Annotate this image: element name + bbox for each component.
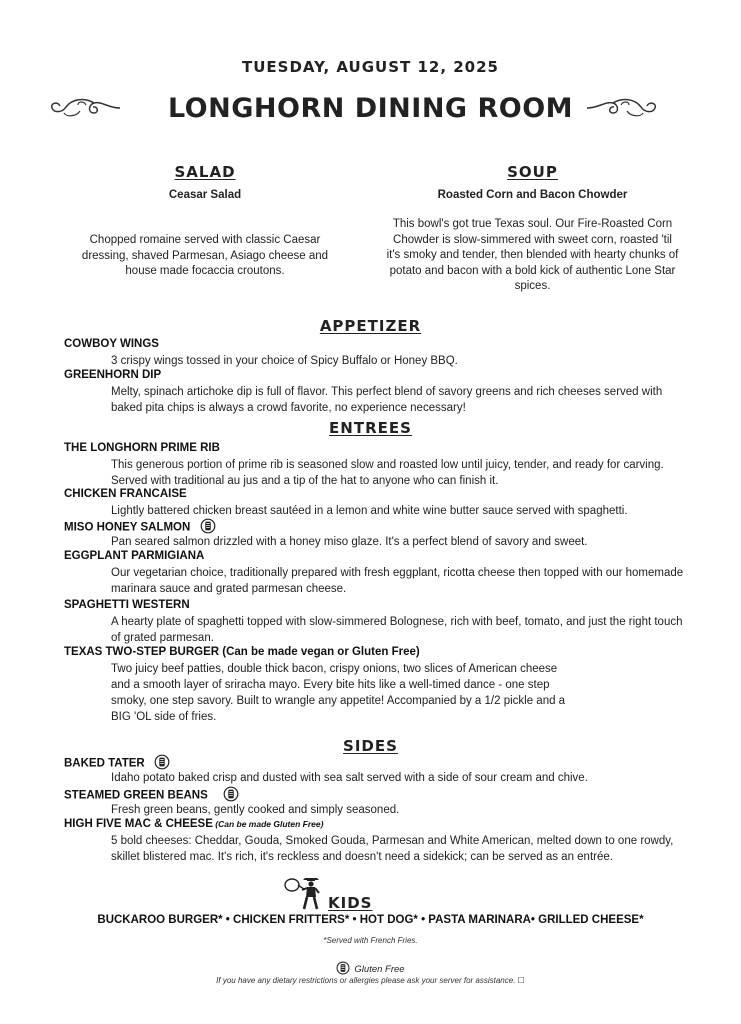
menu-item-description: A hearty plate of spaghetti topped with slow-simmered Bolognese, rich with beef, tomato, and just the right touch of grated parmesan. [111,616,683,644]
dietary-note: If you have any dietary restrictions or allergies please ask your server for assistance. ☐ [216,976,525,985]
menu-item-description: 3 crispy wings tossed in your choice of Spicy Buffalo or Honey BBQ. [111,355,458,367]
menu-item-name: CHICKEN FRANCAISE [64,488,187,500]
flourish-right-icon [585,95,657,121]
soup-description: This bowl's got true Texas soul. Our Fire-Roasted Corn Chowder is slow-simmered with sweet corn, roasted 'til it's smoky and tender, then blended with hearty chunks of potato and bacon with a bold kick of authentic Lone Star spices. [386,218,679,292]
menu-item-name: EGGPLANT PARMIGIANA [64,550,205,562]
salad-name: Ceasar Salad [168,189,242,201]
sides-heading: SIDES [343,737,398,755]
menu-item-row [64,646,420,658]
menu-item-name: TEXAS TWO-STEP BURGER [64,646,220,658]
entrees-heading: ENTREES [329,419,412,437]
kids-footnote: *Served with French Fries. [323,936,418,945]
menu-item-description: This generous portion of prime rib is seasoned slow and roasted low until juicy, tender, and ready for carving. Served with traditional au jus and a tip of the hat to anyone who can finish it. [111,459,664,487]
menu-item-name: MISO HONEY SALMON [64,521,191,534]
menu-date: TUESDAY, AUGUST 12, 2025 [241,58,499,76]
menu-item-description: 5 bold cheeses: Cheddar, Gouda, Smoked Gouda, Parmesan and White American, melted down to one rowdy, skillet blistered mac. It's rich, it's reckless and doesn't need a sidekick; can be served as an entrée. [111,835,674,863]
menu-item-description: Pan seared salmon drizzled with a honey miso glaze. It's a perfect blend of savory and sweet. [111,536,588,548]
appetizer-heading: APPETIZER [319,317,422,335]
menu-item-name: THE LONGHORN PRIME RIB [64,442,220,454]
restaurant-title: LONGHORN DINING ROOM [167,93,574,124]
menu-item-description: Lightly battered chicken breast sautéed in a lemon and white wine butter sauce served with spaghetti. [111,505,628,517]
menu-item-name: STEAMED GREEN BEANS [64,789,208,802]
menu-item-description: Idaho potato baked crisp and dusted with sea salt served with a side of sour cream and chive. [111,772,588,784]
menu-item-description: Fresh green beans, gently cooked and simply seasoned. [111,804,400,816]
menu-item-name: GREENHORN DIP [64,369,162,381]
menu-item-note: (Can be made Gluten Free) [212,819,324,829]
menu-item-name: HIGH FIVE MAC & CHEESE [64,818,213,830]
menu-item-description: Two juicy beef patties, double thick bacon, crispy onions, two slices of American cheese and a smooth layer of sriracha mayo. Every bite hits like a well-timed dance - one step smoky, one step savory. Built to wrangle any appetite! Accompanied by a 1/2 pickle and a BIG 'OL side of fries. [111,663,566,723]
salad-description: Chopped romaine served with classic Caesar dressing, shaved Parmesan, Asiago cheese and house made focaccia croutons. [81,234,329,277]
gluten-free-legend-label: Gluten Free [354,964,405,976]
menu-item-name: SPAGHETTI WESTERN [64,599,190,611]
kids-heading: KIDS [328,894,373,912]
menu-item-row [64,818,323,830]
menu-item-description: Melty, spinach artichoke dip is full of flavor. This perfect blend of savory greens and rich cheeses served with baked pita chips is always a crowd favorite, no experience necessary! [111,386,663,414]
salad-heading: SALAD [174,163,236,181]
menu-item-note: (Can be made vegan or Gluten Free) [219,646,420,658]
soup-heading: SOUP [507,163,558,181]
cowboy-lasso-icon [283,873,325,911]
menu-item-description: Our vegetarian choice, traditionally prepared with fresh eggplant, ricotta cheese then topped with our homemade marinara sauce and grated parmesan cheese. [111,567,684,595]
menu-item-name: COWBOY WINGS [64,338,159,350]
soup-name: Roasted Corn and Bacon Chowder [437,189,628,201]
kids-menu-items: BUCKAROO BURGER* • CHICKEN FRITTERS* • HOT DOG* • PASTA MARINARA• GRILLED CHEESE* [97,914,644,926]
menu-item-name: BAKED TATER [64,757,145,770]
